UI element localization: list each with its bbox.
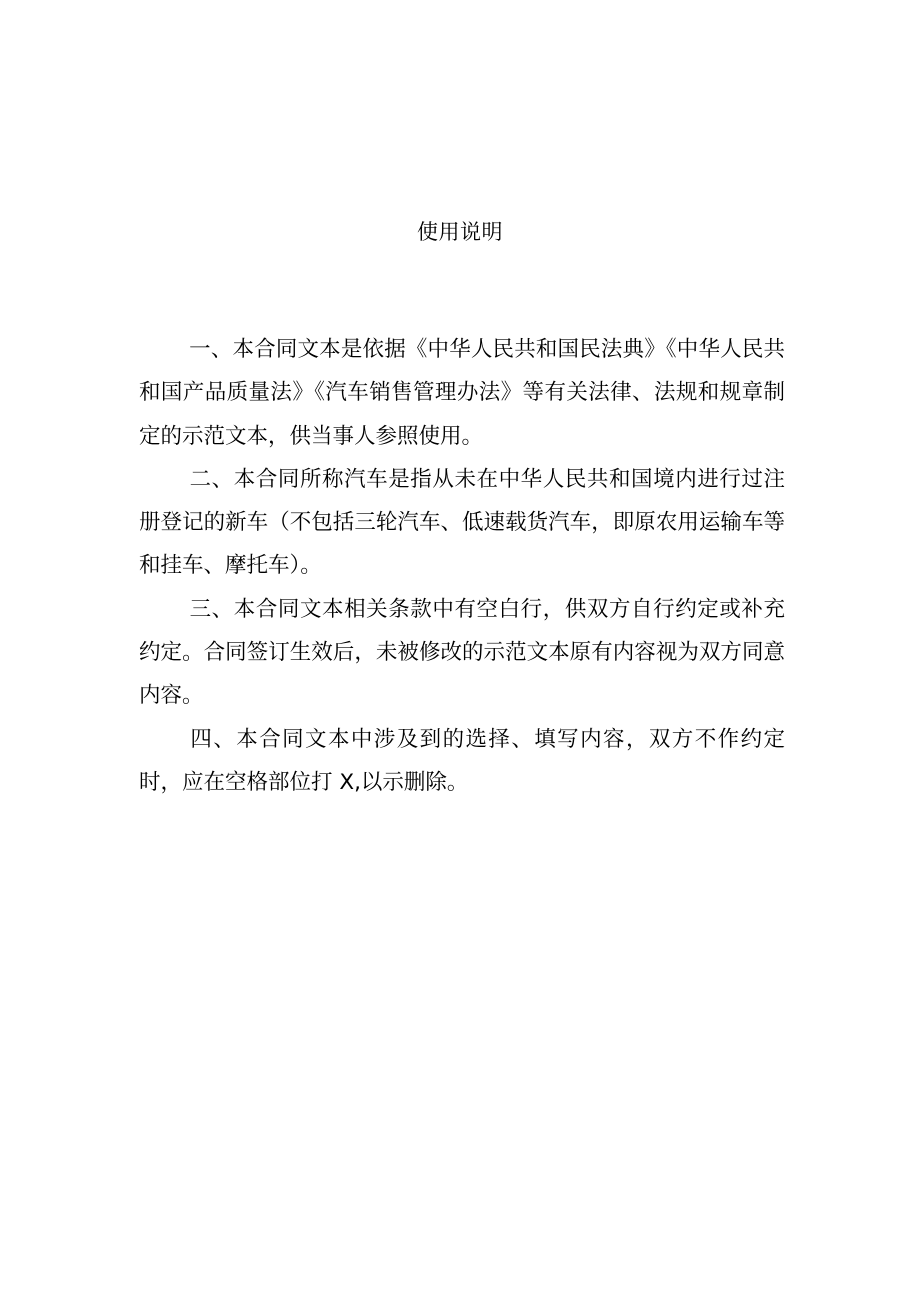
paragraph-4-text: 四、本合同文本中涉及到的选择、填写内容，双方不作约定时，应在空格部位打 X,以示删除。	[139, 726, 785, 795]
paragraph-3-text: 三、本合同文本相关条款中有空白行，供双方自行约定或补充约定。合同签订生效后，未被修改的示范文本原有内容视为双方同意内容。	[139, 596, 785, 709]
paragraph-1	[139, 328, 785, 458]
paragraph-3	[139, 588, 785, 718]
document-body	[139, 328, 785, 804]
paragraph-2	[139, 458, 785, 588]
paragraph-1-text: 一、本合同文本是依据《中华人民共和国民法典》《中华人民共和国产品质量法》《汽车销售管理办法》等有关法律、法规和规章制定的示范文本，供当事人参照使用。	[139, 337, 785, 449]
document-title: 使用说明	[417, 220, 503, 244]
paragraph-2-text: 二、本合同所称汽车是指从未在中华人民共和国境内进行过注册登记的新车（不包括三轮汽车、低速载货汽车，即原农用运输车等和挂车、摩托车）。	[139, 466, 785, 579]
paragraph-4	[139, 718, 785, 805]
